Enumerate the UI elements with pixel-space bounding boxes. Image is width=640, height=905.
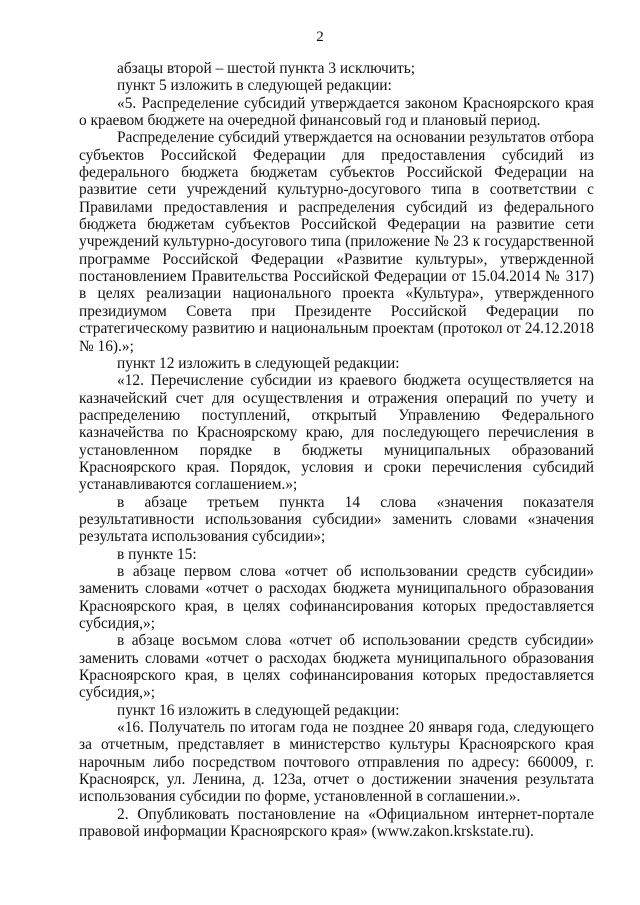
- paragraph: в пункте 15:: [117, 545, 197, 563]
- paragraph: абзацы второй – шестой пункта 3 исключить;: [117, 60, 416, 77]
- paragraph: «12. Перечисление субсидии из краевого бюджета осуществляется на казначейский счет для осуществления и отражения операций по учету и распределению поступлений, открытый Управлению Федерального казначейства по Красноярскому краю, для последующего перечисления в установленном порядке в бюджеты муниципальных образований Красноярского края. Порядок, условия и сроки перечисления субсидий устанавливаются соглашением.»;: [79, 372, 594, 494]
- paragraph: «16. Получатель по итогам года не позднее 20 января года, следующего за отчетным, представляет в министерство культуры Красноярского края нарочным либо посредством почтового отправления по адресу: 660009, г. Красноярск, ул. Ленина, д. 123а, отчет о достижении значения результата использования субсидии по форме, установленной в соглашении.».: [79, 719, 594, 806]
- paragraph: в абзаце третьем пункта 14 слова «значения показателя результативности использования субсидии» заменить словами «значения результата использования субсидии»;: [79, 493, 594, 546]
- page-number: 2: [316, 29, 324, 45]
- paragraph: в абзаце восьмом слова «отчет об использовании средств субсидии» заменить словами «отчет о расходах бюджета муниципального образования Красноярского края, в целях софинансирования которых предоставляется субсидия,»;: [79, 632, 594, 702]
- paragraph: пункт 5 изложить в следующей редакции:: [117, 77, 392, 95]
- document-body: [79, 60, 594, 840]
- paragraph: пункт 16 изложить в следующей редакции:: [117, 701, 400, 719]
- paragraph: «5. Распределение субсидий утверждается законом Красноярского края о краевом бюджете на очередной финансовый год и плановый период.: [79, 94, 594, 130]
- paragraph: пункт 12 изложить в следующей редакции:: [117, 354, 400, 372]
- paragraph: в абзаце первом слова «отчет об использовании средств субсидии» заменить словами «отчет о расходах бюджета муниципального образования Красноярского края, в целях софинансирования которых предоставляется субсидия,»;: [79, 562, 594, 632]
- paragraph: 2. Опубликовать постановление на «Официальном интернет-портале правовой информации Красноярского края» (www.zakon.krskstate.ru).: [79, 805, 594, 841]
- paragraph: Распределение субсидий утверждается на основании результатов отбора субъектов Российской Федерации для предоставления субсидий из федерального бюджета бюджетам субъектов Российской Федерации на развитие сети учреждений культурно-досугового типа в соответствии с Правилами предоставления и распределения субсидий из федерального бюджета бюджетам субъектов Российской Федерации на развитие сети учреждений культурно-досугового типа (приложение № 23 к государственной программе Российской Федерации «Развитие культуры», утвержденной постановлением Правительства Российской Федерации от 15.04.2014 № 317) в целях реализации национального проекта «Культура», утвержденного президиумом Совета при Президенте Российской Федерации по стратегическому развитию и национальным проектам (протокол от 24.12.2018 № 16).»;: [79, 129, 594, 355]
